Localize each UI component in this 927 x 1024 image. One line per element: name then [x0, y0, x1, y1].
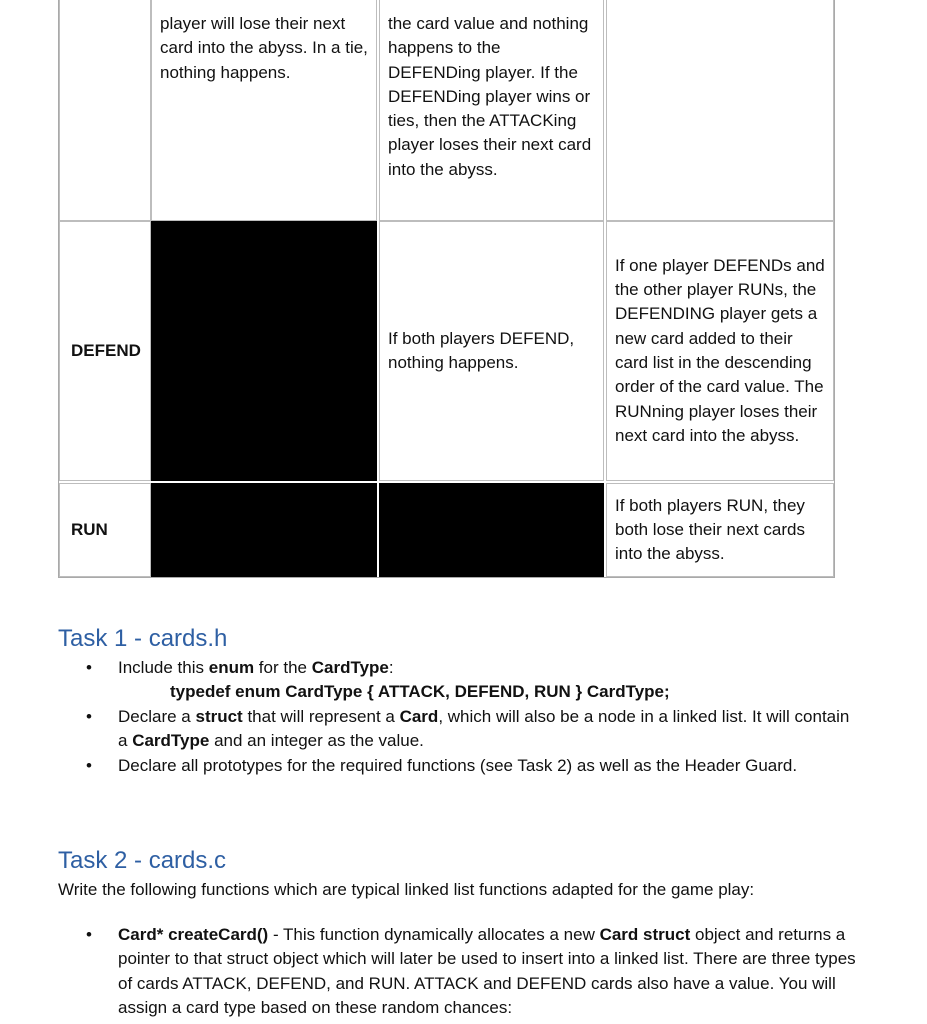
text: : — [388, 658, 394, 677]
table-cell-top-col2 — [151, 0, 377, 221]
table-cell-run-run — [606, 483, 834, 577]
table-cell-defend-defend — [379, 221, 604, 481]
bold-text: Card — [399, 707, 439, 726]
text: and an integer as the value. — [209, 731, 424, 751]
text: , which will also be a node in a linked list. It will contain a — [118, 707, 850, 751]
table-cell-blacked-out — [379, 483, 604, 577]
row-label-run — [59, 483, 151, 577]
row-label-text: DEFEND — [71, 340, 141, 360]
enum-code-line: typedef enum CardType { ATTACK, DEFEND, RUN } CardType; — [170, 682, 670, 701]
text: Declare a — [118, 707, 196, 726]
task1-bullet-list — [58, 656, 858, 680]
text: that will represent a — [242, 707, 400, 726]
table-cell-top-col3 — [379, 0, 604, 221]
bold-text: Card* createCard() — [118, 925, 269, 944]
task2-bullet-list — [58, 923, 858, 1020]
bold-text: Card struct — [599, 925, 691, 944]
list-item — [58, 754, 858, 778]
text: Include this — [118, 658, 209, 677]
bold-text: enum — [208, 658, 255, 677]
row-label-defend — [59, 221, 151, 481]
list-item — [58, 923, 858, 1020]
cell-text: player will lose their next card into the abyss. In a tie, nothing happens. — [160, 14, 368, 82]
table-cell-blacked-out — [151, 483, 377, 577]
table-cell-top-col4 — [606, 0, 834, 221]
table-cell-blacked-out — [151, 221, 377, 481]
list-item — [58, 656, 858, 680]
text: - This function dynamically allocates a new — [268, 925, 600, 944]
text: object and returns a pointer to that struct object which will later be used to insert into a linked list. There are three types of cards ATTACK, DEFEND, and RUN. ATTACK and DEFEND cards also have a value. You will assign a card type based on these random chances: — [118, 925, 856, 1017]
text: Declare all prototypes for the required functions (see Task 2) as well as the Header Guard. — [118, 755, 798, 775]
task1-bullet-list-continued — [58, 705, 858, 778]
row-label-text: RUN — [71, 519, 108, 539]
cell-text: If both players DEFEND, nothing happens. — [388, 328, 575, 372]
rules-table — [58, 0, 835, 578]
task2-intro: Write the following functions which are typical linked list functions adapted for the game play: — [58, 880, 755, 899]
task1-heading: Task 1 - cards.h — [58, 625, 228, 652]
list-item — [58, 705, 858, 754]
bold-text: struct — [195, 707, 243, 726]
text: for the — [254, 658, 312, 677]
cell-text: If both players RUN, they both lose their next cards into the abyss. — [615, 495, 805, 564]
bold-text: CardType — [311, 658, 389, 677]
table-cell-top-label — [59, 0, 151, 221]
table-cell-defend-run — [606, 221, 834, 481]
cell-text: the card value and nothing happens to the DEFENDing player. If the DEFENDing player wins or ties, then the ATTACKing player loses their next card into the abyss. — [388, 14, 592, 179]
cell-text: If one player DEFENDs and the other player RUNs, the DEFENDING player gets a new card added to their card list in the descending order of the card value. The RUNning player loses their next card into the abyss. — [615, 255, 825, 445]
task2-heading: Task 2 - cards.c — [58, 847, 227, 874]
bold-text: CardType — [132, 731, 210, 751]
